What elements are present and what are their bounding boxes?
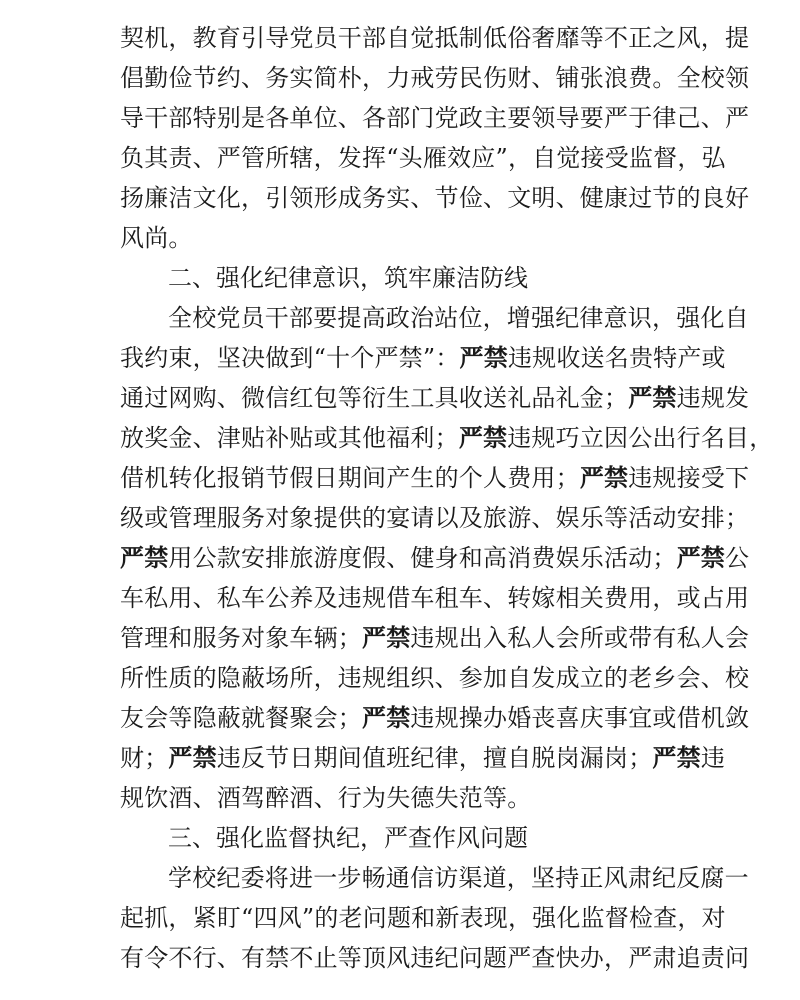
text-run: 公: [725, 544, 750, 572]
paragraph-2-line: [120, 658, 750, 698]
text-run: 通过网购、微信红包等衍生工具收送礼品礼金；: [120, 384, 629, 412]
text-run: 级或管理服务对象提供的宴请以及旅游、娱乐等活动安排；: [120, 504, 750, 532]
text-run: 违规出入私人会所或带有私人会: [410, 624, 750, 652]
text-run: 财；: [120, 744, 169, 772]
section-heading-3: 三、强化监督执纪，严查作风问题: [168, 824, 528, 852]
text-run: 违规收送名贵特产或: [507, 344, 726, 372]
paragraph-2-line: [120, 338, 726, 378]
emphasis-yanjin: 严禁: [652, 744, 701, 772]
text-run: 违反节日期间值班纪律，擅自脱岗漏岗；: [216, 744, 653, 772]
text-run: 违规操办婚丧喜庆事宜或借机敛: [410, 704, 750, 732]
emphasis-yanjin: 严禁: [676, 544, 726, 572]
text-run: 起抓，紧盯“四风”的老问题和新表现，强化监督检查，对: [120, 904, 726, 932]
paragraph-1-line: 风尚。: [120, 224, 193, 252]
paragraph-2-line: [120, 418, 774, 458]
paragraph-1-line: 导干部特别是各单位、各部门党政主要领导要严于律己、严: [120, 104, 750, 132]
text-run: 我约束，坚决做到“十个严禁”：: [120, 344, 460, 372]
paragraph-3-line: [120, 938, 750, 978]
text-run: 放奖金、津贴补贴或其他福利；: [120, 424, 459, 452]
emphasis-yanjin: 严禁: [120, 544, 169, 572]
paragraph-2-line: [120, 378, 750, 418]
paragraph-2-line: [120, 778, 690, 818]
paragraph-2-line: [168, 298, 749, 338]
paragraph-3-line: [120, 898, 726, 938]
paragraph-3-line: [168, 858, 749, 898]
emphasis-yanjin: 严禁: [168, 744, 217, 772]
paragraph-2-line: [120, 538, 750, 578]
emphasis-yanjin: 严禁: [628, 384, 677, 412]
paragraph-2-line: [120, 698, 750, 738]
paragraph-1-line: 扬廉洁文化，引领形成务实、节俭、文明、健康过节的良好: [120, 184, 750, 212]
emphasis-yanjin: 严禁: [362, 704, 411, 732]
paragraph-2-line: [120, 738, 726, 778]
text-run: 所性质的隐蔽场所，违规组织、参加自发成立的老乡会、校: [120, 664, 750, 692]
emphasis-yanjin: 严禁: [362, 624, 411, 652]
text-run: 车私用、私车公养及违规借车租车、转嫁相关费用，或占用: [120, 584, 750, 612]
text-run: 违规巧立因公出行名目，: [507, 424, 774, 452]
text-run: 友会等隐蔽就餐聚会；: [120, 704, 362, 732]
emphasis-yanjin: 严禁: [459, 344, 508, 372]
text-run: 有令不行、有禁不止等顶风违纪问题严查快办，严肃追责问: [120, 944, 750, 972]
text-run: 违: [700, 744, 726, 772]
text-run: 违规接受下: [628, 464, 750, 492]
paragraph-1-line: 负其责、严管所辖，发挥“头雁效应”，自觉接受监督，弘: [120, 144, 726, 172]
emphasis-yanjin: 严禁: [458, 424, 508, 452]
paragraph-2-line: [120, 458, 750, 498]
section-heading-2: 二、强化纪律意识，筑牢廉洁防线: [168, 264, 528, 292]
text-run: 管理和服务对象车辆；: [120, 624, 362, 652]
paragraph-2-line: [120, 498, 750, 538]
text-run: 违规发: [676, 384, 750, 412]
text-run: 规饮酒、酒驾醉酒、行为失德失范等。: [120, 784, 532, 812]
paragraph-2-line: [120, 618, 750, 658]
paragraph-1-line: 倡勤俭节约、务实简朴，力戒劳民伤财、铺张浪费。全校领: [120, 64, 750, 92]
text-run: 借机转化报销节假日期间产生的个人费用；: [120, 464, 580, 492]
emphasis-yanjin: 严禁: [579, 464, 629, 492]
text-run: 学校纪委将进一步畅通信访渠道，坚持正风肃纪反腐一: [168, 864, 749, 892]
paragraph-2-line: [120, 578, 750, 618]
text-run: 用公款安排旅游度假、健身和高消费娱乐活动；: [168, 544, 677, 572]
text-run: 全校党员干部要提高政治站位，增强纪律意识，强化自: [168, 304, 749, 332]
paragraph-1-line: 契机，教育引导党员干部自觉抵制低俗奢靡等不正之风，提: [120, 24, 750, 52]
